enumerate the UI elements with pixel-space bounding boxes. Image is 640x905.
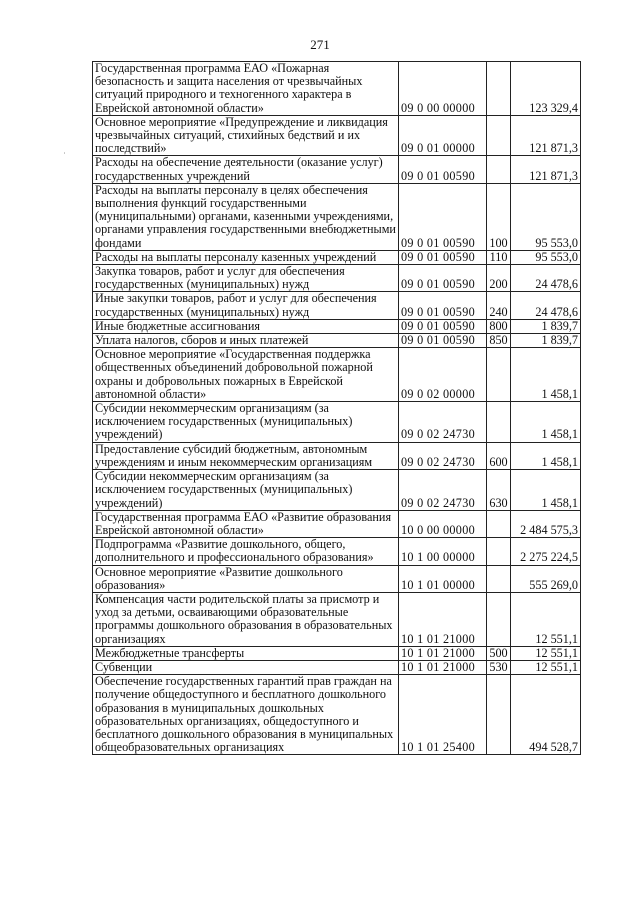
row-amount-cell: 12 551,1 [511, 646, 581, 660]
row-type-cell: 850 [487, 334, 511, 348]
row-amount-cell: 1 839,7 [511, 319, 581, 333]
row-name-cell: Расходы на выплаты персоналу в целях обеспечения выполнения функций государственными (муниципальными) органами, казенными учреждениями, органами управления государственными внебюджетными фондами [93, 183, 399, 250]
table-row [93, 62, 581, 116]
row-name-cell: Межбюджетные трансферты [93, 646, 399, 660]
table-row [93, 592, 581, 646]
row-amount-cell: 123 329,4 [511, 62, 581, 116]
row-amount-cell: 95 553,0 [511, 250, 581, 264]
row-code-cell: 09 0 01 00590 [399, 183, 487, 250]
row-code-cell: 09 0 01 00590 [399, 265, 487, 292]
row-type-cell [487, 565, 511, 592]
table-row [93, 510, 581, 537]
row-amount-cell: 121 871,3 [511, 115, 581, 156]
row-name-cell: Иные бюджетные ассигнования [93, 319, 399, 333]
table-row [93, 442, 581, 469]
table-row [93, 470, 581, 511]
row-name-cell: Субсидии некоммерческим организациям (за исключением государственных (муниципальных) учреждений) [93, 402, 399, 443]
table-row [93, 402, 581, 443]
row-name-cell: Субсидии некоммерческим организациям (за исключением государственных (муниципальных) учреждений) [93, 470, 399, 511]
row-type-cell: 600 [487, 442, 511, 469]
row-type-cell [487, 675, 511, 755]
row-amount-cell: 24 478,6 [511, 292, 581, 319]
row-type-cell [487, 402, 511, 443]
row-code-cell: 09 0 01 00590 [399, 334, 487, 348]
table-row [93, 183, 581, 250]
budget-table [92, 61, 581, 755]
page-number: 271 [310, 37, 330, 52]
table-row [93, 334, 581, 348]
row-amount-cell: 24 478,6 [511, 265, 581, 292]
table-row [93, 660, 581, 674]
row-type-cell: 800 [487, 319, 511, 333]
row-type-cell [487, 156, 511, 183]
row-name-cell: Основное мероприятие «Государственная поддержка общественных объединений добровольной пожарной охраны и добровольных пожарных в Еврейской автономной области» [93, 348, 399, 402]
budget-table-body [93, 62, 581, 755]
row-type-cell [487, 62, 511, 116]
row-type-cell: 630 [487, 470, 511, 511]
row-code-cell: 10 1 01 00000 [399, 565, 487, 592]
row-amount-cell: 12 551,1 [511, 660, 581, 674]
table-row [93, 250, 581, 264]
row-type-cell [487, 115, 511, 156]
row-name-cell: Подпрограмма «Развитие дошкольного, общего, дополнительного и профессионального образования» [93, 538, 399, 565]
row-name-cell: Государственная программа ЕАО «Развитие образования Еврейской автономной области» [93, 510, 399, 537]
row-type-cell: 500 [487, 646, 511, 660]
row-amount-cell: 1 458,1 [511, 470, 581, 511]
row-code-cell: 10 1 01 25400 [399, 675, 487, 755]
row-type-cell [487, 592, 511, 646]
row-name-cell: Субвенции [93, 660, 399, 674]
row-amount-cell: 1 458,1 [511, 442, 581, 469]
row-type-cell [487, 348, 511, 402]
row-name-cell: Государственная программа ЕАО «Пожарная безопасность и защита населения от чрезвычайных ситуаций природного и техногенного характера в Еврейской автономной области» [93, 62, 399, 116]
row-code-cell: 09 0 00 00000 [399, 62, 487, 116]
table-row [93, 675, 581, 755]
table-row [93, 319, 581, 333]
row-name-cell: Расходы на выплаты персоналу казенных учреждений [93, 250, 399, 264]
row-amount-cell: 1 458,1 [511, 402, 581, 443]
row-code-cell: 09 0 02 00000 [399, 348, 487, 402]
row-amount-cell: 2 275 224,5 [511, 538, 581, 565]
row-name-cell: Иные закупки товаров, работ и услуг для обеспечения государственных (муниципальных) нужд [93, 292, 399, 319]
row-code-cell: 09 0 02 24730 [399, 402, 487, 443]
row-name-cell: Основное мероприятие «Предупреждение и ликвидация чрезвычайных ситуаций, стихийных бедствий и их последствий» [93, 115, 399, 156]
row-code-cell: 09 0 01 00590 [399, 292, 487, 319]
row-amount-cell: 1 458,1 [511, 348, 581, 402]
row-code-cell: 10 1 01 21000 [399, 660, 487, 674]
row-type-cell: 240 [487, 292, 511, 319]
stray-mark: ˙ [63, 151, 66, 161]
row-type-cell: 200 [487, 265, 511, 292]
row-code-cell: 09 0 02 24730 [399, 442, 487, 469]
table-row [93, 348, 581, 402]
table-row [93, 565, 581, 592]
row-type-cell [487, 538, 511, 565]
row-code-cell: 09 0 01 00000 [399, 115, 487, 156]
row-code-cell: 09 0 01 00590 [399, 319, 487, 333]
row-amount-cell: 95 553,0 [511, 183, 581, 250]
table-row [93, 292, 581, 319]
row-name-cell: Предоставление субсидий бюджетным, автономным учреждениям и иным некоммерческим организациям [93, 442, 399, 469]
table-row [93, 265, 581, 292]
table-row [93, 538, 581, 565]
row-name-cell: Обеспечение государственных гарантий прав граждан на получение общедоступного и бесплатного дошкольного образования в муниципальных дошкольных образовательных организациях, общедоступного и бесплатного дошкольного образования в муниципальных общеобразовательных организациях [93, 675, 399, 755]
row-code-cell: 09 0 01 00590 [399, 156, 487, 183]
row-name-cell: Компенсация части родительской платы за присмотр и уход за детьми, осваивающими образовательные программы дошкольного образования в образовательных организациях [93, 592, 399, 646]
row-name-cell: Основное мероприятие «Развитие дошкольного образования» [93, 565, 399, 592]
row-name-cell: Расходы на обеспечение деятельности (оказание услуг) государственных учреждений [93, 156, 399, 183]
table-row [93, 646, 581, 660]
row-amount-cell: 494 528,7 [511, 675, 581, 755]
row-name-cell: Закупка товаров, работ и услуг для обеспечения государственных (муниципальных) нужд [93, 265, 399, 292]
row-type-cell: 530 [487, 660, 511, 674]
row-code-cell: 09 0 02 24730 [399, 470, 487, 511]
row-amount-cell: 12 551,1 [511, 592, 581, 646]
table-row [93, 115, 581, 156]
row-code-cell: 10 0 00 00000 [399, 510, 487, 537]
row-amount-cell: 555 269,0 [511, 565, 581, 592]
row-type-cell [487, 510, 511, 537]
row-amount-cell: 1 839,7 [511, 334, 581, 348]
row-code-cell: 10 1 00 00000 [399, 538, 487, 565]
row-code-cell: 10 1 01 21000 [399, 646, 487, 660]
row-type-cell: 110 [487, 250, 511, 264]
table-row [93, 156, 581, 183]
row-name-cell: Уплата налогов, сборов и иных платежей [93, 334, 399, 348]
row-amount-cell: 121 871,3 [511, 156, 581, 183]
row-amount-cell: 2 484 575,3 [511, 510, 581, 537]
row-type-cell: 100 [487, 183, 511, 250]
row-code-cell: 10 1 01 21000 [399, 592, 487, 646]
row-code-cell: 09 0 01 00590 [399, 250, 487, 264]
